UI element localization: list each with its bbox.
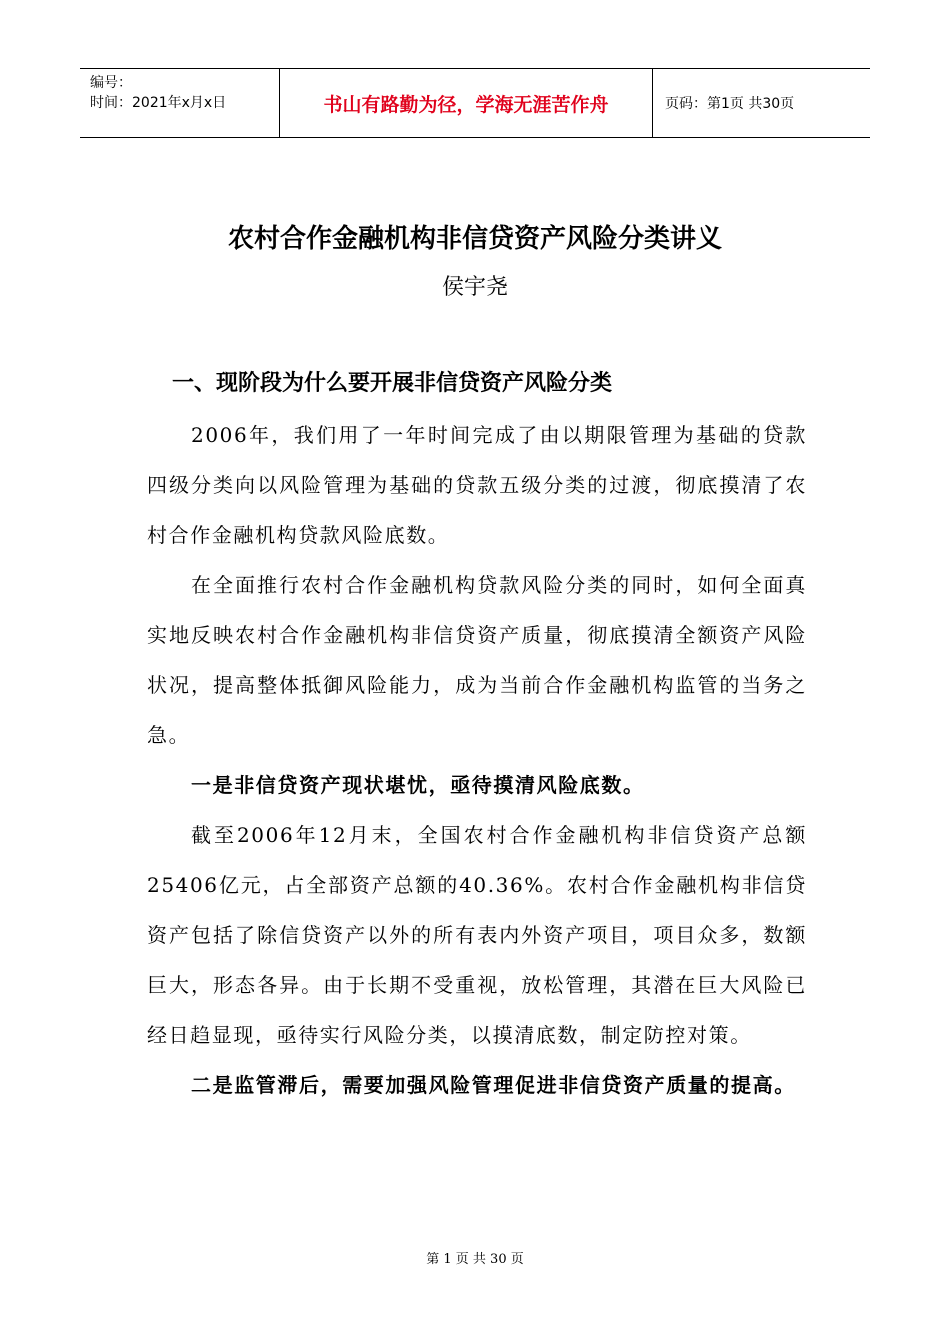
header-page-number: 页码：第1页 共30页 [665,96,795,112]
section-heading: 一、现阶段为什么要开展非信贷资产风险分类 [172,371,613,396]
header-motto: 书山有路勤为径，学海无涯苦作舟 [280,69,653,137]
paragraph: 在全面推行农村合作金融机构贷款风险分类的同时，如何全面真实地反映农村合作金融机构非信贷资产质量，彻底摸清全额资产风险状况，提高整体抵御风险能力，成为当前合作金融机构监管的当务之急。 [147,573,807,747]
number-label: 编号： [90,75,132,91]
paragraph: 截至2006年12月末，全国农村合作金融机构非信贷资产总额25406亿元，占全部资产总额的40.36%。农村合作金融机构非信贷资产包括了除信贷资产以外的所有表内外资产项目，项目众多，数额巨大，形态各异。由于长期不受重视，放松管理，其潜在巨大风险已经日趋显现，亟待实行风险分类，以摸清底数，制定防控对策。 [147,823,807,1047]
date-label: 时间：2021年x月x日 [90,95,227,111]
document-body [147,410,807,1110]
document-title: 农村合作金融机构非信贷资产风险分类讲义 [227,224,722,254]
bold-point: 二是监管滞后，需要加强风险管理促进非信贷资产质量的提高。 [191,1073,796,1097]
paragraph: 2006年，我们用了一年时间完成了由以期限管理为基础的贷款四级分类向以风险管理为基础的贷款五级分类的过渡，彻底摸清了农村合作金融机构贷款风险底数。 [147,423,807,547]
page-footer: 第 1 页 共 30 页 [426,1252,524,1267]
page-header [80,68,870,138]
document-author: 侯宇尧 [441,275,508,300]
header-meta [80,69,280,137]
bold-point: 一是非信贷资产现状堪忧，亟待摸清风险底数。 [191,773,645,797]
